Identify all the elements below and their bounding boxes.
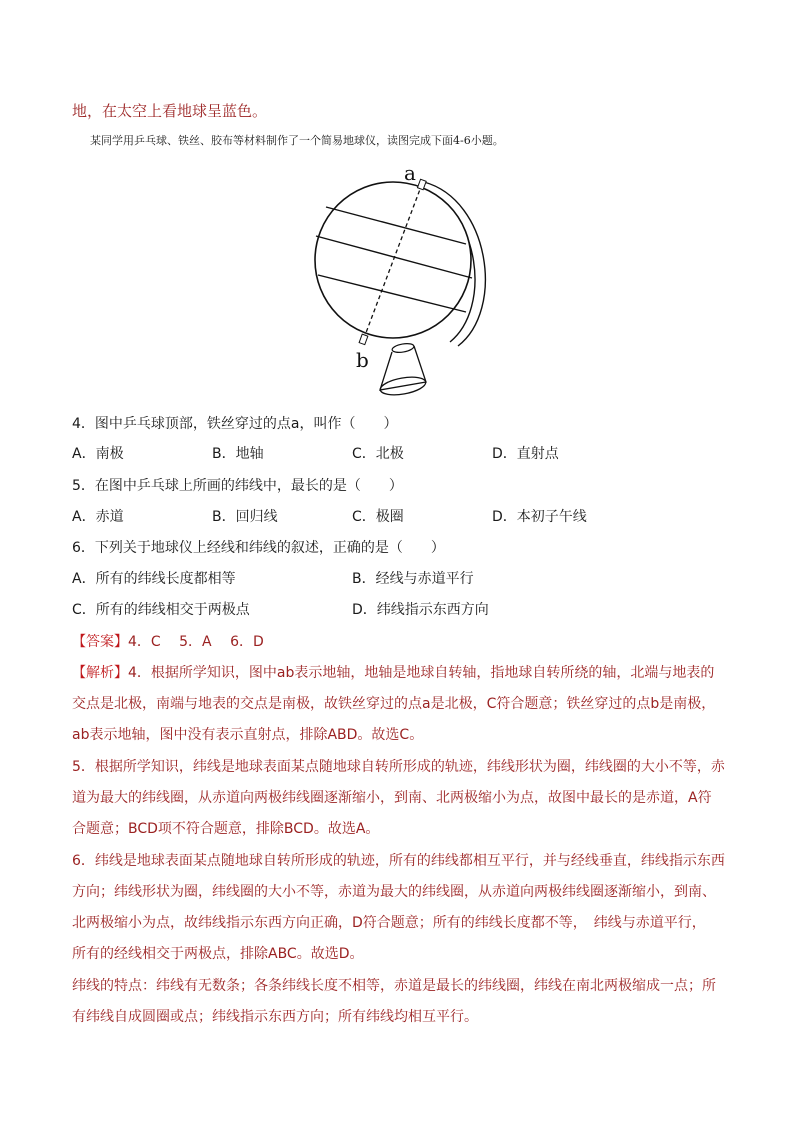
question-intro: 某同学用乒乓球、铁丝、胶布等材料制作了一个简易地球仪，读图完成下面4-6小题。: [90, 134, 504, 147]
analysis-line-11: 纬线的特点：纬线有无数条；各条纬线长度不相等，赤道是最长的纬线圈，纬线在南北两极缩成一点；所: [72, 978, 716, 994]
answer-text: 4．C 5．A 6．D: [128, 634, 264, 650]
base-top-ellipse: [391, 342, 414, 354]
analysis-line-7: 6．纬线是地球表面某点随地球自转所形成的轨迹，所有的纬线都相互平行，并与经线垂直，纬线指示东西: [72, 853, 725, 869]
globe-diagram: [300, 160, 500, 400]
q4-option-c: C．北极: [352, 446, 404, 462]
answer-tag: 【答案】: [72, 634, 128, 650]
q6-option-b: B．经线与赤道平行: [352, 571, 474, 587]
q6-option-a: A．所有的纬线长度都相等: [72, 571, 236, 587]
label-a: a: [404, 161, 416, 185]
q5-option-d: D．本初子午线: [492, 509, 587, 525]
question-4-stem: 4．图中乒乓球顶部，铁丝穿过的点a，叫作（ ）: [72, 416, 398, 432]
globe-figure: [300, 160, 500, 400]
analysis-line-4: 5．根据所学知识，纬线是地球表面某点随地球自转所形成的轨迹，纬线形状为圈，纬线圈的大小不等，赤: [72, 759, 725, 775]
analysis-line-6: 合题意；BCD项不符合题意，排除BCD。故选A。: [72, 821, 380, 837]
analysis-tag: 【解析】: [72, 665, 128, 681]
axis-bottom-cap: [359, 334, 368, 345]
analysis-line-5: 道为最大的纬线圈，从赤道向两极纬线圈逐渐缩小，到南、北两极缩小为点，故图中最长的是赤道，A符: [72, 790, 712, 806]
q5-option-b: B．回归线: [212, 509, 278, 525]
analysis-line-3: ab表示地轴，图中没有表示直射点，排除ABD。故选C。: [72, 727, 424, 743]
q5-option-c: C．极圈: [352, 509, 404, 525]
analysis-line-1: [72, 663, 714, 683]
analysis-line-9: 北两极缩小为点，故纬线指示东西方向正确，D符合题意；所有的纬线长度都不等， 纬线与赤道平行，: [72, 915, 706, 931]
label-b: b: [356, 348, 369, 372]
q6-option-c: C．所有的纬线相交于两极点: [72, 602, 250, 618]
q4-option-a: A．南极: [72, 446, 124, 462]
question-5-stem: 5．在图中乒乓球上所画的纬线中，最长的是（ ）: [72, 478, 403, 494]
question-6-stem: 6．下列关于地球仪上经线和纬线的叙述，正确的是（ ）: [72, 540, 445, 556]
analysis-line-12: 有纬线自成圆圈或点；纬线指示东西方向；所有纬线均相互平行。: [72, 1009, 478, 1025]
q4-option-b: B．地轴: [212, 446, 264, 462]
answer-line: [72, 632, 264, 652]
analysis-text-1: 4．根据所学知识，图中ab表示地轴，地轴是地球自转轴，指地球自转所绕的轴，北端与地表的: [128, 665, 715, 681]
top-text: 地，在太空上看地球呈蓝色。: [72, 102, 268, 120]
q6-option-d: D．纬线指示东西方向: [352, 602, 489, 618]
analysis-line-10: 所有的经线相交于两极点，排除ABC。故选D。: [72, 946, 364, 962]
analysis-line-8: 方向；纬线形状为圈，纬线圈的大小不等，赤道为最大的纬线圈，从赤道向两极纬线圈逐渐缩小，到南、: [72, 884, 716, 900]
analysis-line-2: 交点是北极，南端与地表的交点是南极，故铁丝穿过的点a是北极，C符合题意；铁丝穿过的点b是南极，: [72, 696, 716, 712]
q5-option-a: A．赤道: [72, 509, 124, 525]
q4-option-d: D．直射点: [492, 446, 559, 462]
globe-ball: [315, 182, 471, 338]
